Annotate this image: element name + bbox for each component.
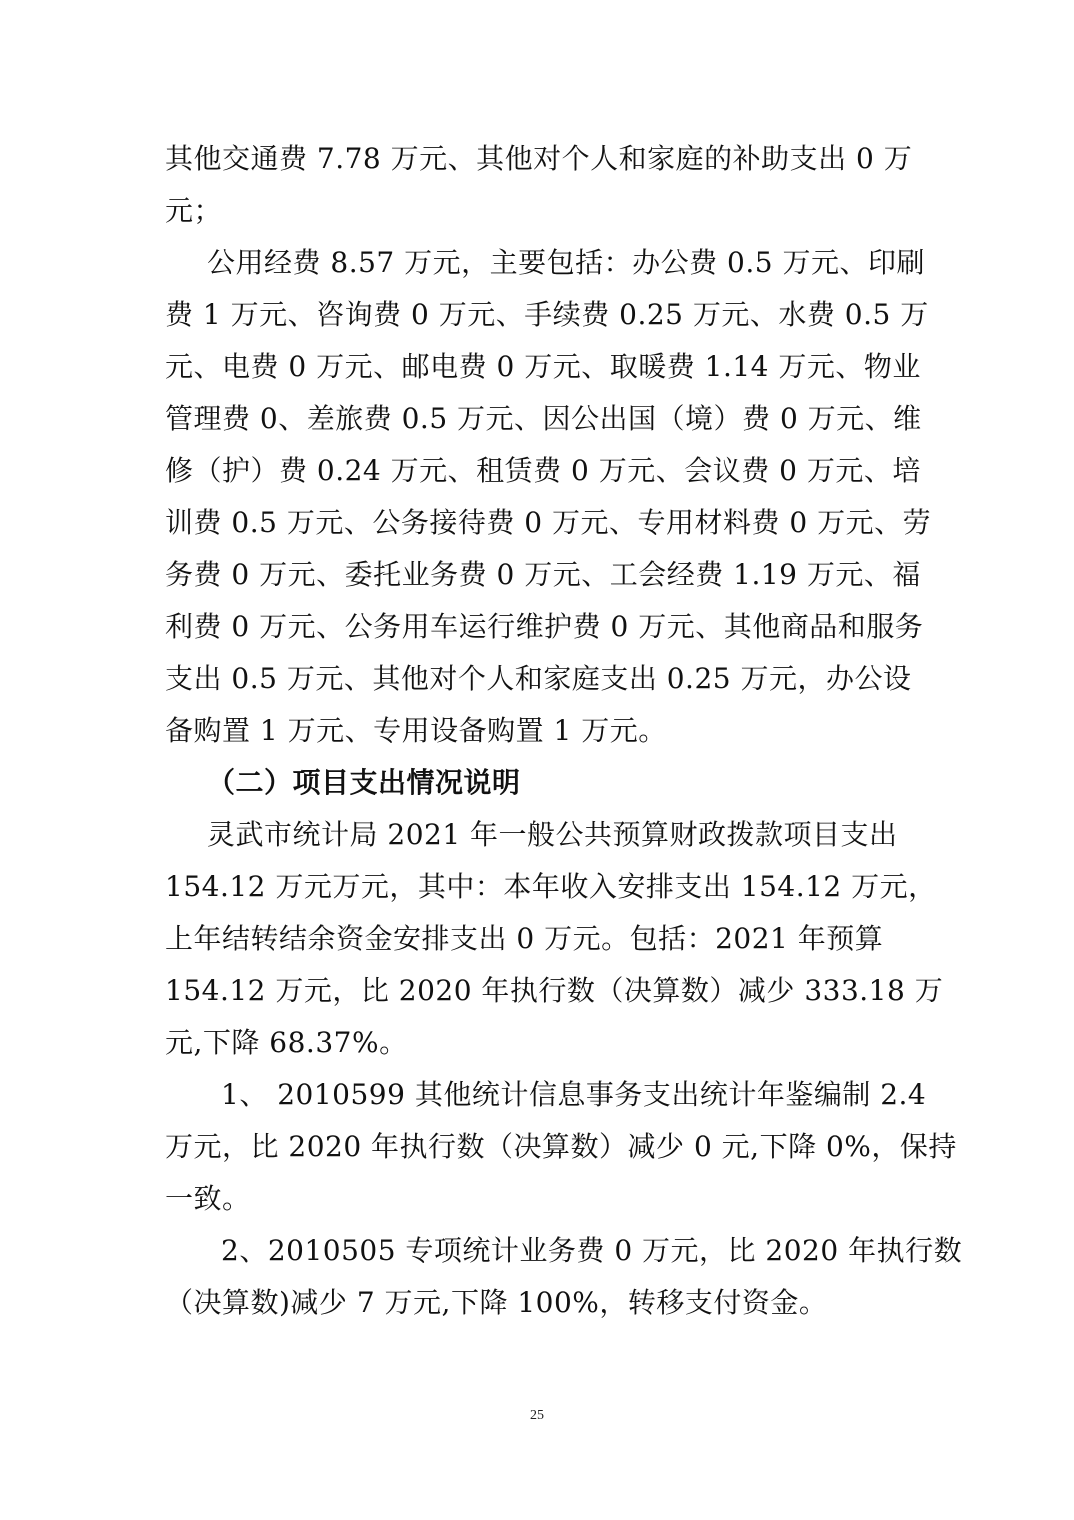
text-line: 154.12 万元万元，其中：本年收入安排支出 154.12 万元， bbox=[165, 870, 937, 903]
text-line: 备购置 1 万元、专用设备购置 1 万元。 bbox=[165, 714, 667, 747]
paragraph-project-expense-start: 灵武市统计局 2021 年一般公共预算财政拨款项目支出 bbox=[207, 818, 898, 851]
paragraph-public-funds-start: 公用经费 8.57 万元，主要包括：办公费 0.5 万元、印刷 bbox=[207, 246, 925, 279]
text-line: 其他交通费 7.78 万元、其他对个人和家庭的补助支出 0 万 bbox=[165, 142, 913, 175]
text-line: 务费 0 万元、委托业务费 0 万元、工会经费 1.19 万元、福 bbox=[165, 558, 921, 591]
text-line: 利费 0 万元、公务用车运行维护费 0 万元、其他商品和服务 bbox=[165, 610, 924, 643]
text-line: 费 1 万元、咨询费 0 万元、手续费 0.25 万元、水费 0.5 万 bbox=[165, 298, 929, 331]
text-line: 管理费 0、差旅费 0.5 万元、因公出国（境）费 0 万元、维 bbox=[165, 402, 922, 435]
list-item-2-start: 2、2010505 专项统计业务费 0 万元，比 2020 年执行数 bbox=[221, 1234, 963, 1267]
text-line: 元、电费 0 万元、邮电费 0 万元、取暖费 1.14 万元、物业 bbox=[165, 350, 921, 383]
list-item-1-start: 1、 2010599 其他统计信息事务支出统计年鉴编制 2.4 bbox=[221, 1078, 927, 1111]
text-line: 训费 0.5 万元、公务接待费 0 万元、专用材料费 0 万元、劳 bbox=[165, 506, 932, 539]
text-line: 154.12 万元，比 2020 年执行数（决算数）减少 333.18 万 bbox=[165, 974, 944, 1007]
text-line: （决算数)减少 7 万元,下降 100%，转移支付资金。 bbox=[165, 1286, 828, 1319]
text-line: 修（护）费 0.24 万元、租赁费 0 万元、会议费 0 万元、培 bbox=[165, 454, 921, 487]
text-line: 一致。 bbox=[165, 1182, 251, 1215]
page-number: 25 bbox=[530, 1408, 544, 1423]
text-line: 支出 0.5 万元、其他对个人和家庭支出 0.25 万元，办公设 bbox=[165, 662, 912, 695]
text-line: 元； bbox=[165, 194, 223, 227]
text-line: 万元，比 2020 年执行数（决算数）减少 0 元,下降 0%，保持 bbox=[165, 1130, 957, 1163]
section-heading: （二）项目支出情况说明 bbox=[207, 766, 521, 799]
text-line: 元,下降 68.37%。 bbox=[165, 1026, 408, 1059]
text-line: 上年结转结余资金安排支出 0 万元。包括：2021 年预算 bbox=[165, 922, 884, 955]
